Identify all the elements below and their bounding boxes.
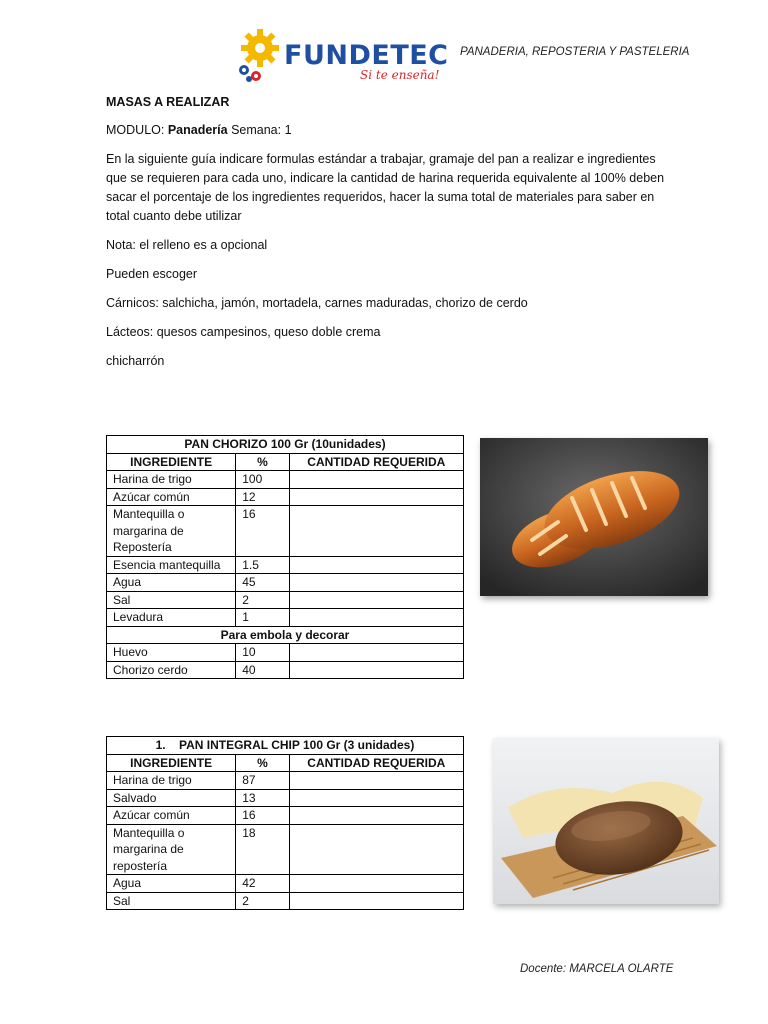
table-row — [107, 591, 464, 609]
table-row — [107, 807, 464, 825]
semana: Semana: 1 — [231, 123, 292, 137]
cell-pct: 13 — [236, 789, 289, 807]
cell-cantidad — [289, 892, 463, 910]
cell-ingrediente: Levadura — [107, 609, 236, 627]
modulo-value: Panadería — [167, 123, 228, 137]
cell-cantidad — [289, 506, 463, 557]
cell-pct: 2 — [236, 892, 289, 910]
modulo-label: MODULO: — [106, 123, 165, 137]
col-header-pct: % — [236, 754, 289, 772]
modulo-line — [106, 121, 292, 140]
escoger: Pueden escoger — [106, 267, 198, 281]
table-row — [107, 609, 464, 627]
cell-cantidad — [289, 807, 463, 825]
cell-cantidad — [289, 591, 463, 609]
table-subheader: Para embola y decorar — [107, 626, 464, 644]
col-header-ingrediente: INGREDIENTE — [107, 754, 236, 772]
cell-ingrediente: Huevo — [107, 644, 236, 662]
cell-ingrediente: Mantequilla o margarina de Repostería — [107, 506, 236, 557]
table-pan-chorizo — [106, 435, 464, 679]
cell-ingrediente: Agua — [107, 875, 236, 893]
bread-photo-chorizo — [480, 438, 708, 596]
table-row — [107, 892, 464, 910]
cell-cantidad — [289, 661, 463, 679]
fundetec-logo — [236, 26, 449, 88]
intro-paragraph: En la siguiente guía indicare formulas estándar a trabajar, gramaje del pan a realizar e ingredientes que se requieren para cada uno, indicare la cantidad de harina requerida equivalente al 100% deben sacar el porcentaje de los ingredientes requeridos, hacer la suma total de materiales para saber en total cuanto debe utilizar — [106, 152, 665, 223]
chicharron: chicharrón — [106, 354, 165, 368]
cell-cantidad — [289, 609, 463, 627]
cell-pct: 40 — [236, 661, 289, 679]
logo-text: FUNDETEC — [284, 40, 449, 71]
cell-cantidad — [289, 772, 463, 790]
cell-ingrediente: Azúcar común — [107, 488, 236, 506]
cell-pct: 10 — [236, 644, 289, 662]
cell-pct: 16 — [236, 807, 289, 825]
table-pan-integral — [106, 736, 464, 910]
cell-pct: 16 — [236, 506, 289, 557]
cell-cantidad — [289, 488, 463, 506]
cell-cantidad — [289, 789, 463, 807]
cell-ingrediente: Sal — [107, 591, 236, 609]
bread-loaves-icon — [480, 438, 708, 596]
cell-ingrediente: Chorizo cerdo — [107, 661, 236, 679]
cell-ingrediente: Azúcar común — [107, 807, 236, 825]
cell-cantidad — [289, 556, 463, 574]
cell-cantidad — [289, 574, 463, 592]
table-row — [107, 772, 464, 790]
cell-ingrediente: Mantequilla o margarina de repostería — [107, 824, 236, 875]
cell-pct: 87 — [236, 772, 289, 790]
table-row — [107, 661, 464, 679]
cell-cantidad — [289, 471, 463, 489]
cell-pct: 2 — [236, 591, 289, 609]
col-header-cantidad: CANTIDAD REQUERIDA — [289, 453, 463, 471]
cell-pct: 42 — [236, 875, 289, 893]
cell-pct: 1.5 — [236, 556, 289, 574]
footer-docente: Docente: MARCELA OLARTE — [520, 963, 674, 975]
cell-ingrediente: Harina de trigo — [107, 471, 236, 489]
cell-pct: 45 — [236, 574, 289, 592]
lacteos: Lácteos: quesos campesinos, queso doble crema — [106, 325, 381, 339]
carnicos: Cárnicos: salchicha, jamón, mortadela, carnes maduradas, chorizo de cerdo — [106, 296, 528, 310]
cell-cantidad — [289, 875, 463, 893]
cell-cantidad — [289, 644, 463, 662]
cell-ingrediente: Esencia mantequilla — [107, 556, 236, 574]
cell-ingrediente: Salvado — [107, 789, 236, 807]
table-row — [107, 789, 464, 807]
cell-pct: 18 — [236, 824, 289, 875]
doc-title: MASAS A REALIZAR — [106, 95, 230, 109]
table-title: PAN CHORIZO 100 Gr (10unidades) — [107, 436, 464, 454]
cell-ingrediente: Agua — [107, 574, 236, 592]
table-row — [107, 556, 464, 574]
cell-pct: 100 — [236, 471, 289, 489]
cell-ingrediente: Harina de trigo — [107, 772, 236, 790]
table-row — [107, 644, 464, 662]
bread-photo-integral — [493, 738, 719, 904]
cell-cantidad — [289, 824, 463, 875]
col-header-pct: % — [236, 453, 289, 471]
bread-on-board-icon — [493, 738, 719, 904]
nota: Nota: el relleno es a opcional — [106, 238, 268, 252]
cell-ingrediente: Sal — [107, 892, 236, 910]
table-title: 1. PAN INTEGRAL CHIP 100 Gr (3 unidades) — [107, 737, 464, 755]
table-row — [107, 824, 464, 875]
table-row — [107, 506, 464, 557]
cell-pct: 12 — [236, 488, 289, 506]
logo-slogan: Si te enseña! — [360, 68, 440, 82]
table-row — [107, 488, 464, 506]
table-row — [107, 574, 464, 592]
col-header-cantidad: CANTIDAD REQUERIDA — [289, 754, 463, 772]
header-subtitle: PANADERIA, REPOSTERIA Y PASTELERIA — [460, 46, 690, 58]
cell-pct: 1 — [236, 609, 289, 627]
table-row — [107, 875, 464, 893]
table-row — [107, 471, 464, 489]
col-header-ingrediente: INGREDIENTE — [107, 453, 236, 471]
